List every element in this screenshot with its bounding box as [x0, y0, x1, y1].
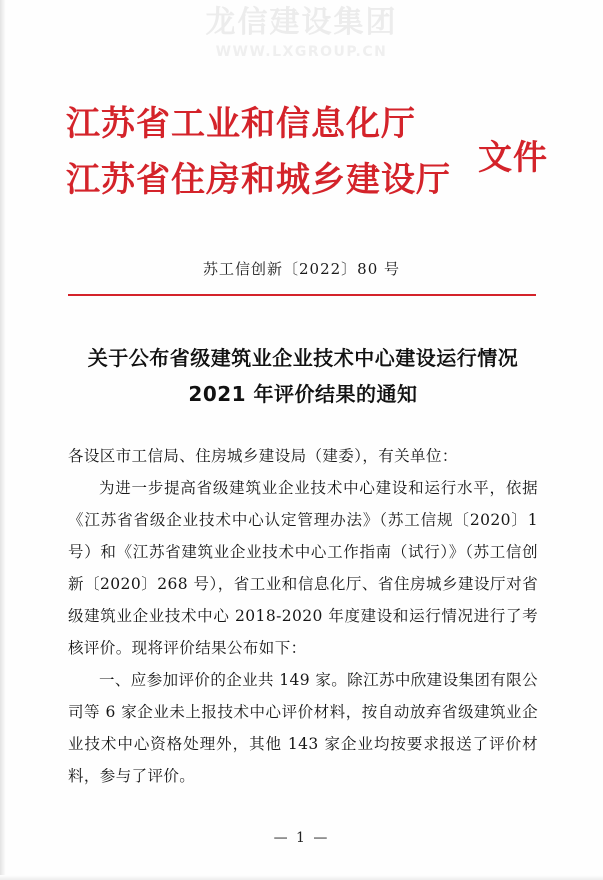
page-number-footer: — 1 —: [273, 830, 330, 846]
scan-edge-bottom: [0, 875, 603, 880]
masthead: [0, 96, 603, 226]
masthead-line-2: 江苏省住房和城乡建设厅: [66, 160, 451, 200]
red-divider-rule: [68, 294, 536, 296]
body-salutation: 各设区市工信局、住房城乡建设局（建委），有关单位：: [68, 447, 458, 465]
body-paragraph-2: 一、应参加评价的企业共 149 家。除江苏中欣建设集团有限公司等 6 家企业未上报技术中心评价材料，按自动放弃省级建筑业企业技术中心资格处理外，其他 143 家企业均按要求报送了评价材料，参与了评价。: [68, 671, 538, 785]
body-paragraph-1: 为进一步提高省级建筑业企业技术中心建设和运行水平，依据《江苏省省级企业技术中心认定管理办法》（苏工信规〔2020〕1 号）和《江苏省建筑业企业技术中心工作指南（试行）》（苏工信创新〔2020〕268 号），省工业和信息化厅、省住房城乡建设厅对省级建筑业企业技术中心 2018-2020 年度建设和运行情况进行了考核评价。现将评价结果公布如下：: [68, 479, 538, 657]
watermark: [0, 6, 603, 62]
page-title: 关于公布省级建筑业企业技术中心建设运行情况 2021 年评价结果的通知: [87, 346, 519, 406]
watermark-url-text: WWW.LXGROUP.CN: [215, 44, 388, 60]
watermark-main-text: 龙信建设集团: [205, 5, 398, 40]
masthead-line-1: 江苏省工业和信息化厅: [66, 104, 416, 144]
document-body: [68, 440, 538, 792]
document-number: 苏工信创新〔2022〕80 号: [202, 260, 401, 278]
masthead-document-word: 文件: [478, 138, 548, 178]
masthead-agency-lines: [66, 96, 486, 208]
